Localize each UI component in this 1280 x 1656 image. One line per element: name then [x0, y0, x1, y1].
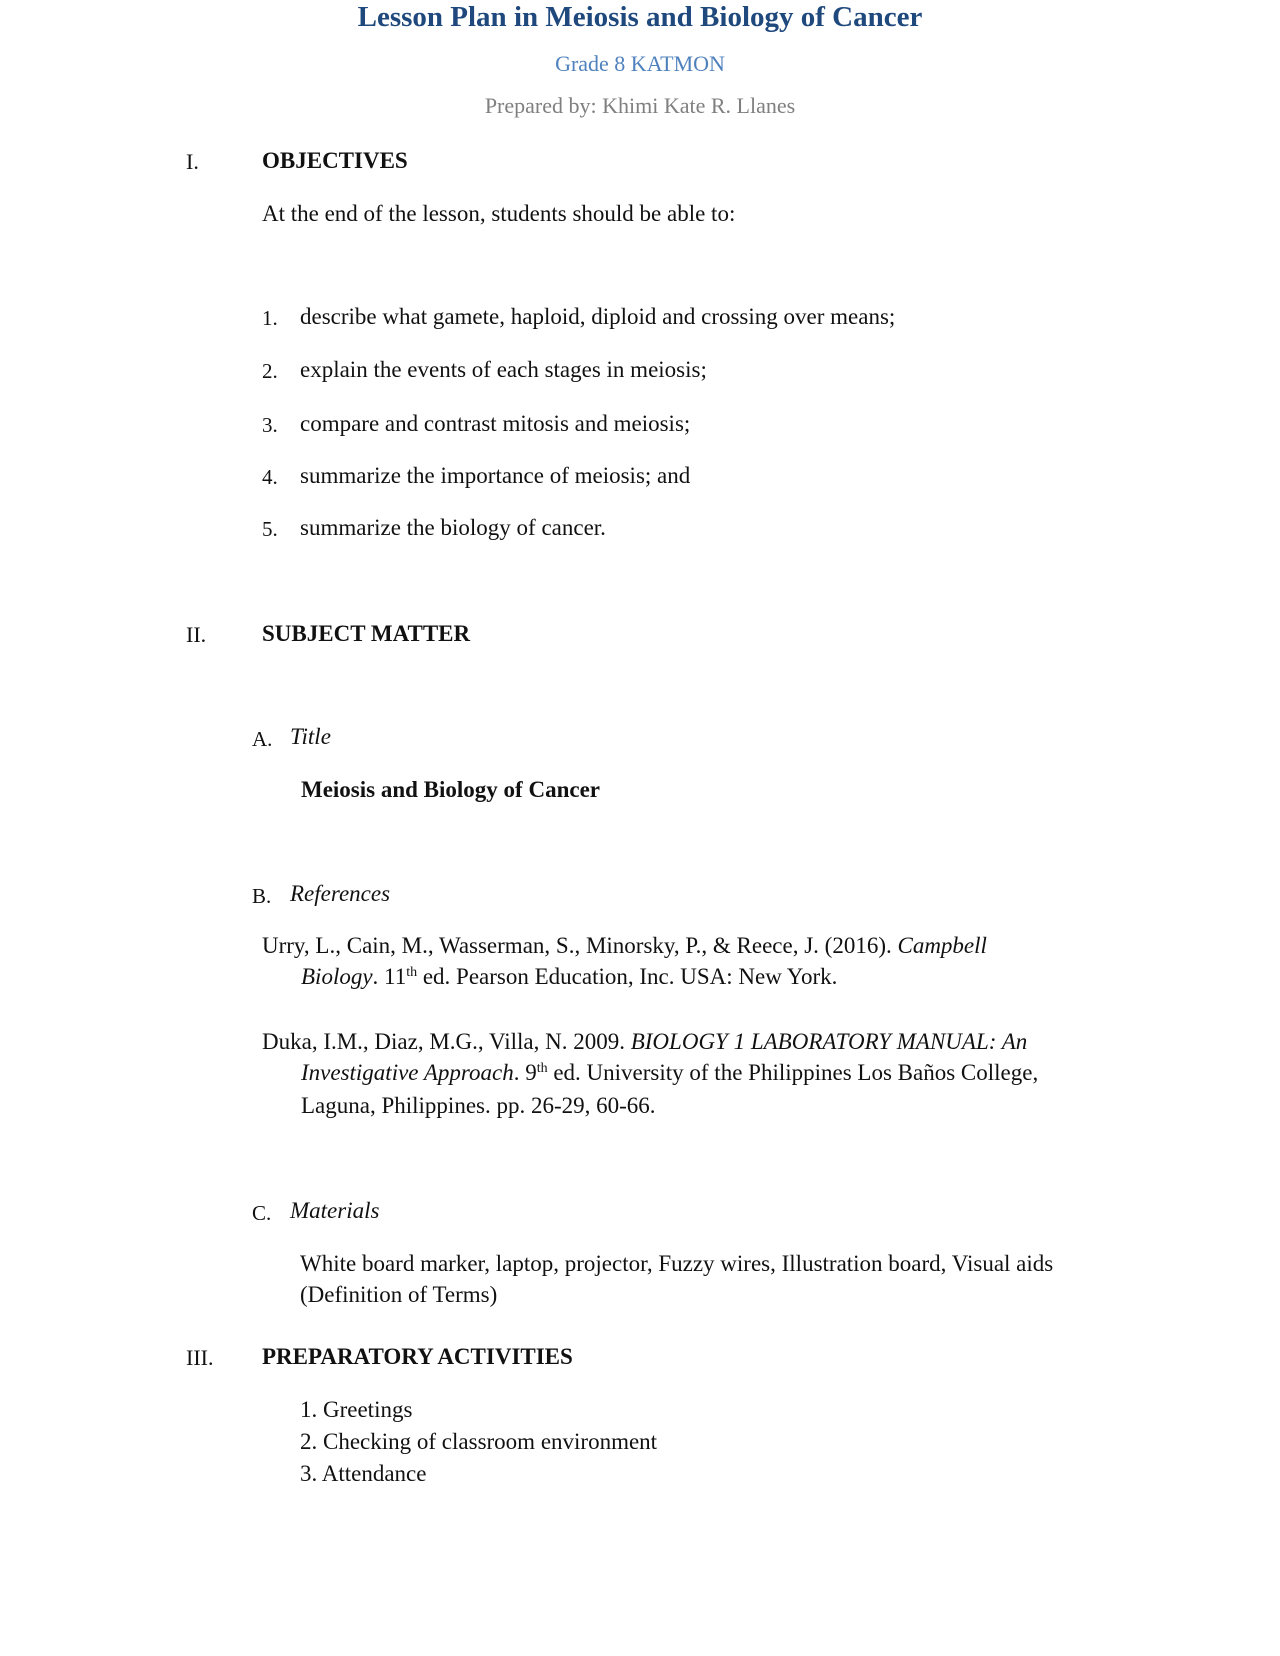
subsection-label-title: Title [290, 724, 331, 749]
subsection-letter-references: B. [252, 884, 272, 908]
objective-number: 1. [262, 306, 278, 330]
section-heading-objectives: OBJECTIVES [262, 148, 408, 173]
materials-line-2: (Definition of Terms) [300, 1282, 498, 1307]
reference-2-line-3: Laguna, Philippines. pp. 26-29, 60-66. [301, 1093, 656, 1118]
objective-number: 3. [262, 413, 278, 437]
preparatory-item: 3. Attendance [300, 1461, 427, 1486]
reference-1-publisher: ed. Pearson Education, Inc. USA: New York. [417, 964, 838, 989]
reference-1-book-title: Campbell [897, 933, 987, 958]
subsection-letter-title: A. [252, 727, 273, 751]
reference-2-book-title: BIOLOGY 1 LABORATORY MANUAL: An [630, 1029, 1028, 1054]
section-numeral-objectives: I. [186, 149, 199, 174]
subsection-label-references: References [290, 881, 391, 906]
objective-number: 2. [262, 359, 278, 383]
lesson-title-value: Meiosis and Biology of Cancer [301, 777, 600, 802]
reference-2-line-1 [262, 1028, 1027, 1056]
reference-2-book-title-cont: Investigative Approach [301, 1060, 514, 1085]
reference-1-line-2 [301, 963, 837, 991]
objective-item: summarize the importance of meiosis; and [300, 463, 691, 488]
objectives-intro: At the end of the lesson, students should be able to: [262, 201, 736, 226]
subsection-letter-materials: C. [252, 1201, 272, 1225]
preparatory-item: 1. Greetings [300, 1397, 413, 1422]
reference-2-authors: Duka, I.M., Diaz, M.G., Villa, N. 2009. [262, 1029, 625, 1054]
reference-1-line-1 [262, 932, 987, 960]
objective-item: summarize the biology of cancer. [300, 515, 606, 540]
reference-1-edition: . 11 [372, 964, 407, 989]
reference-1-book-title-cont: Biology [301, 964, 373, 989]
section-heading-preparatory: PREPARATORY ACTIVITIES [262, 1344, 573, 1369]
objective-item: compare and contrast mitosis and meiosis; [300, 411, 691, 436]
reference-2-line-2 [301, 1059, 1038, 1087]
materials-line-1: White board marker, laptop, projector, Fuzzy wires, Illustration board, Visual aids [300, 1251, 1054, 1276]
reference-2-edition-suffix: th [536, 1061, 548, 1076]
section-numeral-subject-matter: II. [186, 622, 207, 647]
prepared-by: Prepared by: Khimi Kate R. Llanes [484, 93, 796, 118]
reference-1-edition-suffix: th [406, 965, 418, 980]
subsection-label-materials: Materials [290, 1198, 380, 1223]
document-subtitle: Grade 8 KATMON [555, 51, 725, 76]
section-numeral-preparatory: III. [186, 1345, 214, 1370]
objective-number: 4. [262, 465, 278, 489]
reference-1-authors: Urry, L., Cain, M., Wasserman, S., Minorsky, P., & Reece, J. (2016). [262, 933, 892, 958]
preparatory-item: 2. Checking of classroom environment [300, 1429, 658, 1454]
objective-item: explain the events of each stages in meiosis; [300, 357, 707, 382]
reference-2-publisher: ed. University of the Philippines Los Baños College, [547, 1060, 1039, 1085]
objective-number: 5. [262, 517, 278, 541]
reference-2-edition: . 9 [513, 1060, 537, 1085]
document-title: Lesson Plan in Meiosis and Biology of Cancer [357, 1, 923, 33]
objective-item: describe what gamete, haploid, diploid and crossing over means; [300, 304, 896, 329]
section-heading-subject-matter: SUBJECT MATTER [262, 621, 471, 646]
